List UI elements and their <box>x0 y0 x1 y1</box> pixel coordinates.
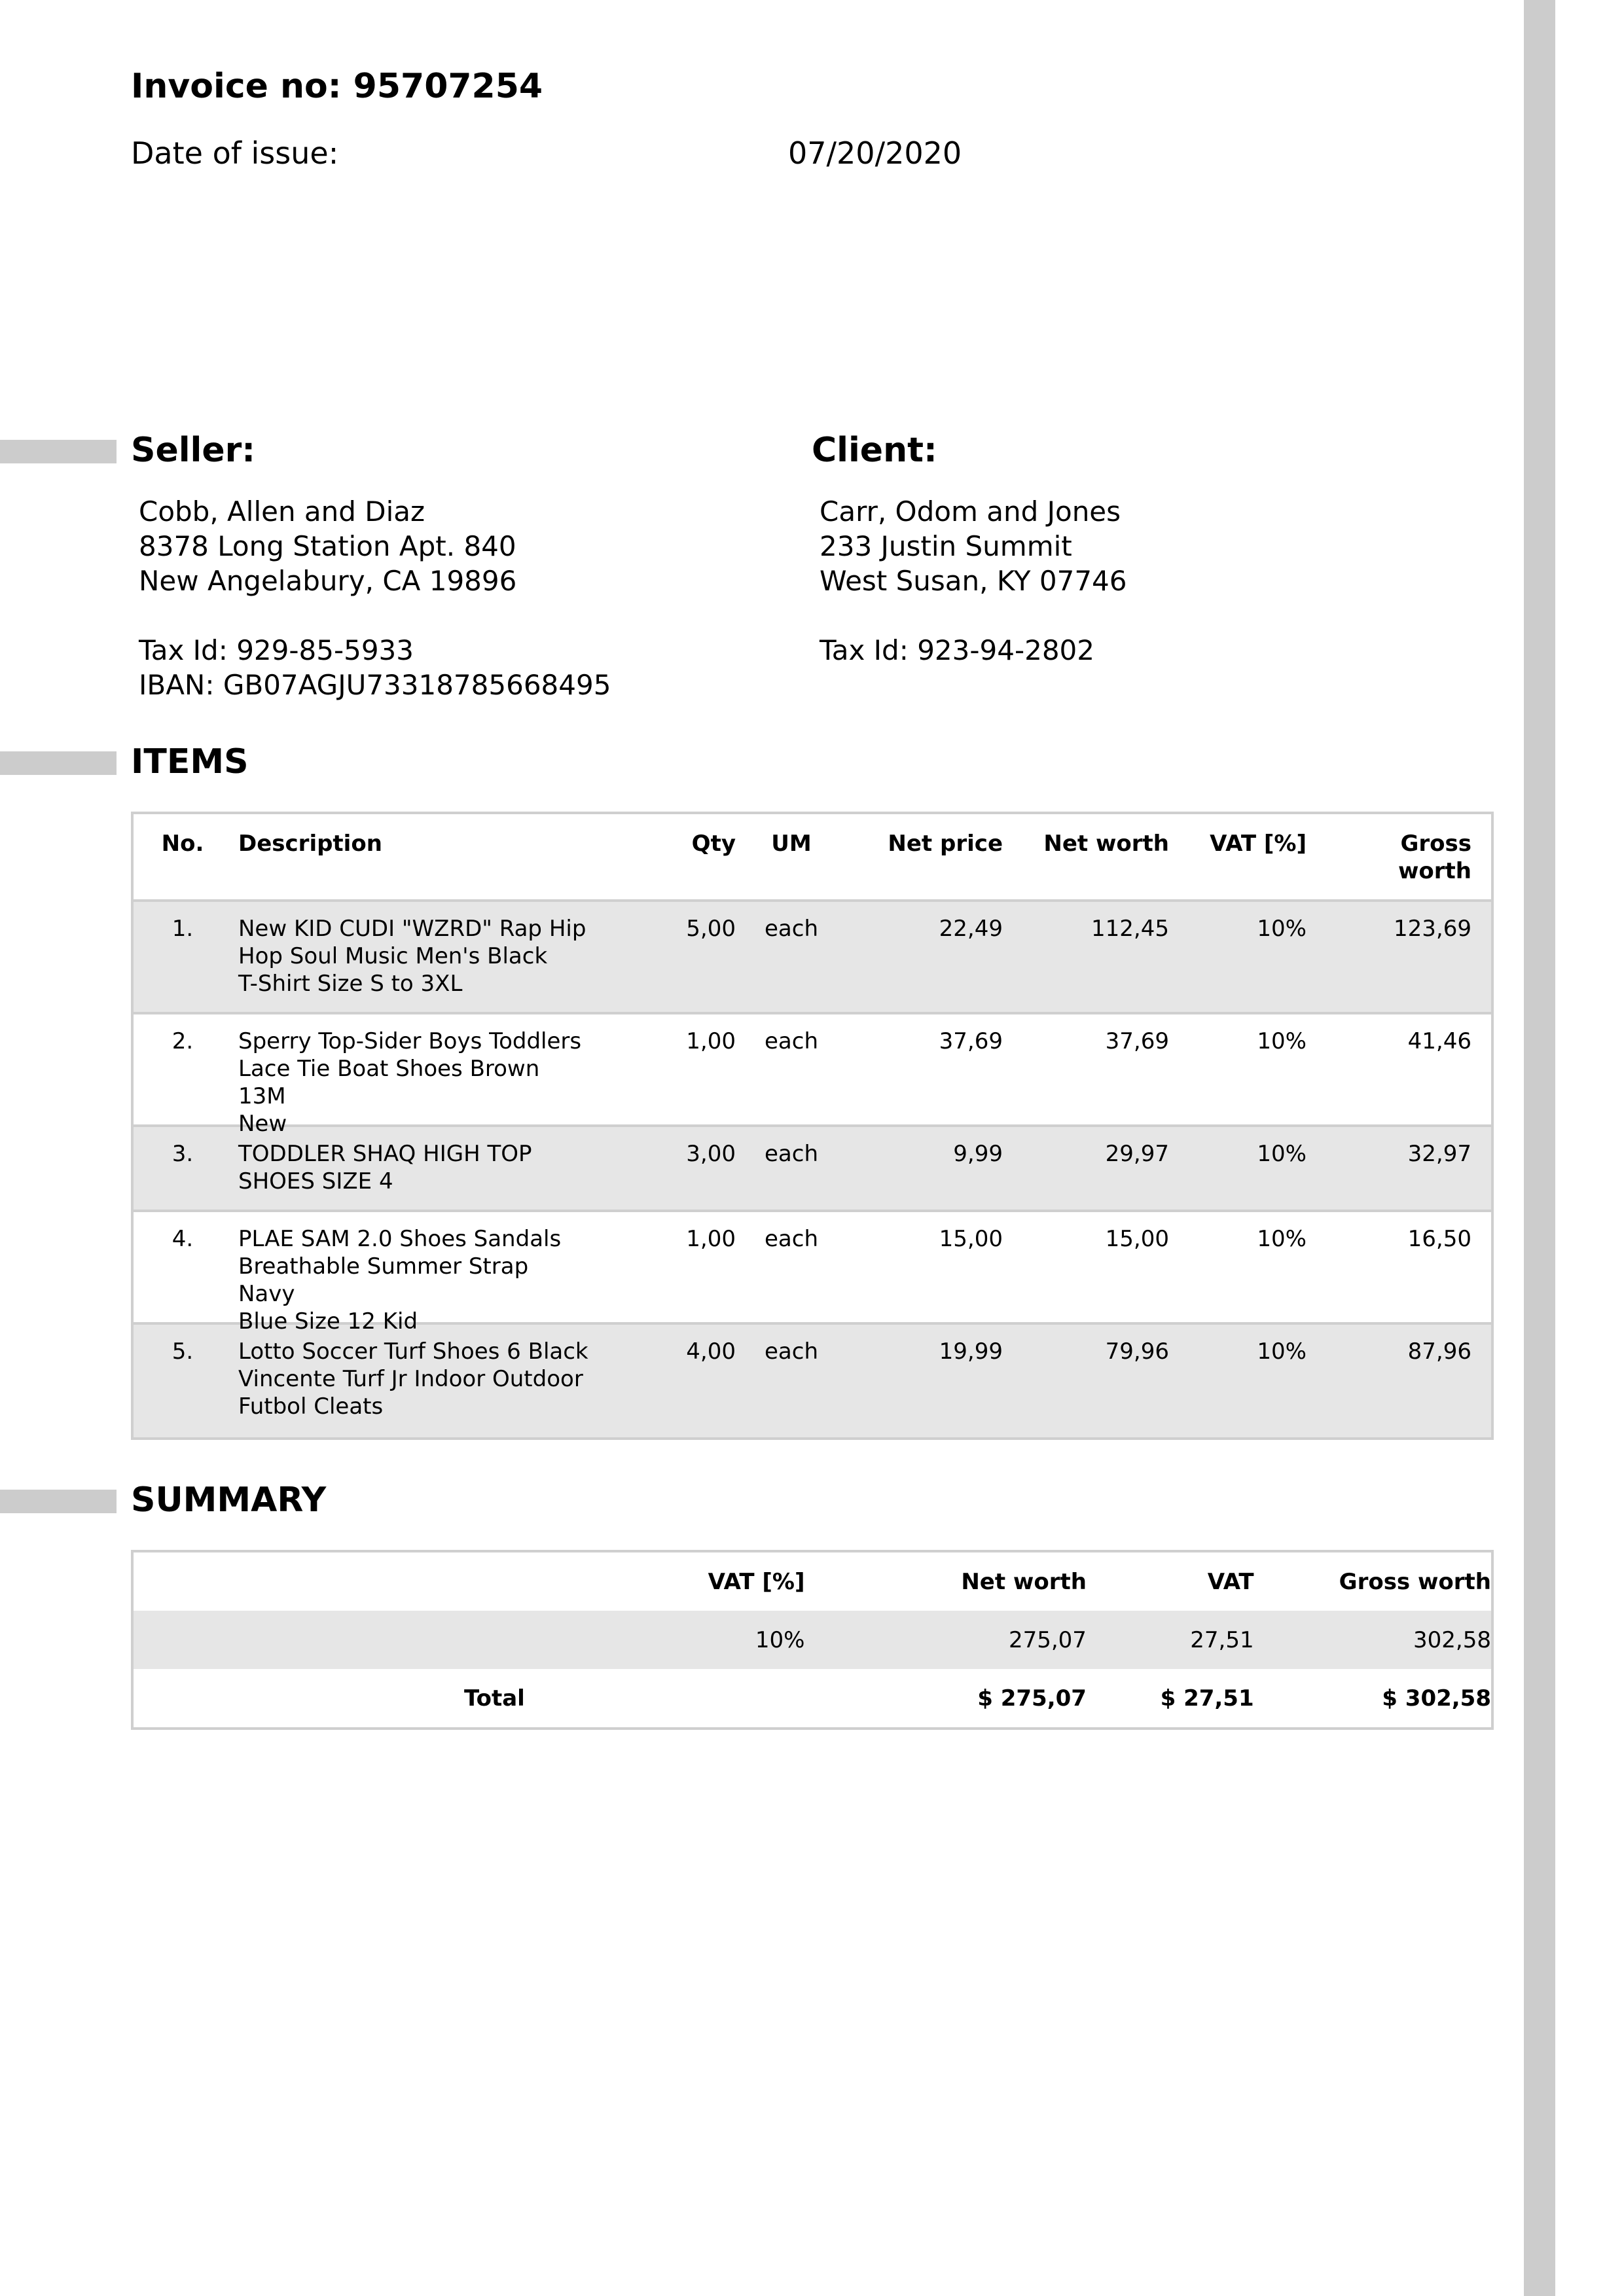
row-gross-worth: 16,50 <box>1407 1226 1471 1252</box>
row-description <box>225 1127 605 1210</box>
col-header-um: UM <box>771 831 812 857</box>
row-description <box>225 902 605 1012</box>
seller-iban: IBAN: GB07AGJU73318785668495 <box>139 669 611 701</box>
summary-col-net-worth: Net worth <box>961 1568 1087 1595</box>
row-net-price: 22,49 <box>939 916 1003 942</box>
row-description <box>225 1325 605 1437</box>
row-qty: 3,00 <box>686 1141 736 1167</box>
right-margin-bar <box>1524 0 1555 2296</box>
row-gross-worth: 41,46 <box>1407 1028 1471 1054</box>
row-vat: 10% <box>1257 1226 1307 1252</box>
summary-col-vat: VAT <box>1207 1568 1254 1595</box>
row-no: 5. <box>171 1338 194 1365</box>
col-header-gross-line2: worth <box>1398 858 1471 884</box>
items-table-header <box>134 814 1491 902</box>
table-row <box>134 1014 1491 1137</box>
row-um: each <box>765 1141 818 1167</box>
summary-total-vat: $ 27,51 <box>1160 1685 1254 1712</box>
seller-details <box>139 494 611 702</box>
seller-tax-id: Tax Id: 929-85-5933 <box>139 634 414 666</box>
row-qty: 1,00 <box>686 1226 736 1252</box>
desc-line: New KID CUDI "WZRD" Rap Hip <box>238 916 586 942</box>
row-net-worth: 15,00 <box>1105 1226 1169 1252</box>
col-header-no: No. <box>161 831 204 857</box>
desc-line: Sperry Top-Sider Boys Toddlers <box>238 1028 582 1054</box>
row-net-price: 9,99 <box>953 1141 1003 1167</box>
items-table <box>131 812 1494 1440</box>
row-net-worth: 112,45 <box>1091 916 1169 942</box>
seller-address-line2: New Angelabury, CA 19896 <box>139 565 517 597</box>
client-heading: Client: <box>812 431 937 470</box>
client-details <box>820 494 1127 668</box>
row-qty: 1,00 <box>686 1028 736 1054</box>
summary-col-gross-worth: Gross worth <box>1339 1568 1491 1595</box>
row-description <box>225 1014 605 1137</box>
desc-line: Lace Tie Boat Shoes Brown 13M <box>238 1056 540 1109</box>
row-net-price: 19,99 <box>939 1338 1003 1365</box>
summary-rate-row <box>134 1611 1491 1669</box>
seller-section-marker <box>0 440 117 463</box>
summary-total-label: Total <box>463 1685 525 1712</box>
row-vat: 10% <box>1257 916 1307 942</box>
table-row <box>134 1212 1491 1335</box>
desc-line: Breathable Summer Strap Navy <box>238 1253 529 1307</box>
row-vat: 10% <box>1257 1338 1307 1365</box>
col-header-gross-worth <box>1313 814 1491 899</box>
row-gross-worth: 32,97 <box>1407 1141 1471 1167</box>
row-no: 3. <box>171 1141 194 1167</box>
row-net-price: 15,00 <box>939 1226 1003 1252</box>
desc-line: Futbol Cleats <box>238 1393 384 1420</box>
summary-section-marker <box>0 1490 117 1513</box>
row-gross-worth: 87,96 <box>1407 1338 1471 1365</box>
date-of-issue-value: 07/20/2020 <box>788 135 962 171</box>
desc-line: T-Shirt Size S to 3XL <box>238 971 463 997</box>
table-row <box>134 1127 1491 1212</box>
row-qty: 5,00 <box>686 916 736 942</box>
summary-heading: SUMMARY <box>131 1480 327 1520</box>
invoice-title: Invoice no: 95707254 <box>131 67 543 106</box>
row-vat: 10% <box>1257 1141 1307 1167</box>
col-header-description: Description <box>238 831 382 857</box>
col-header-qty: Qty <box>691 831 736 857</box>
desc-line: Hop Soul Music Men's Black <box>238 943 548 969</box>
summary-total-row <box>134 1669 1491 1727</box>
row-net-price: 37,69 <box>939 1028 1003 1054</box>
row-um: each <box>765 1226 818 1252</box>
desc-line: PLAE SAM 2.0 Shoes Sandals <box>238 1226 562 1252</box>
desc-line: SHOES SIZE 4 <box>238 1168 393 1194</box>
desc-line: Vincente Turf Jr Indoor Outdoor <box>238 1366 583 1392</box>
row-um: each <box>765 1338 818 1365</box>
col-header-gross-line1: Gross <box>1400 831 1471 857</box>
row-gross-worth: 123,69 <box>1394 916 1471 942</box>
col-header-net-price: Net price <box>888 831 1003 857</box>
items-section-marker <box>0 751 117 775</box>
row-um: each <box>765 1028 818 1054</box>
summary-vat: 27,51 <box>1190 1626 1254 1653</box>
table-row <box>134 1325 1491 1437</box>
summary-total-gross-worth: $ 302,58 <box>1382 1685 1491 1712</box>
summary-total-net-worth: $ 275,07 <box>977 1685 1087 1712</box>
summary-vat-rate: 10% <box>755 1626 805 1653</box>
summary-gross-worth: 302,58 <box>1413 1626 1491 1653</box>
desc-line: TODDLER SHAQ HIGH TOP <box>238 1141 532 1167</box>
desc-line: Blue Size 12 Kid <box>238 1308 418 1335</box>
col-header-vat: VAT [%] <box>1210 831 1307 857</box>
summary-net-worth: 275,07 <box>1008 1626 1087 1653</box>
row-no: 4. <box>171 1226 194 1252</box>
desc-line: New <box>238 1111 287 1137</box>
seller-heading: Seller: <box>131 431 256 470</box>
row-net-worth: 29,97 <box>1105 1141 1169 1167</box>
table-row <box>134 902 1491 1014</box>
row-net-worth: 37,69 <box>1105 1028 1169 1054</box>
row-no: 1. <box>171 916 194 942</box>
seller-name: Cobb, Allen and Diaz <box>139 495 425 528</box>
client-address-line1: 233 Justin Summit <box>820 530 1072 562</box>
seller-address-line1: 8378 Long Station Apt. 840 <box>139 530 516 562</box>
row-vat: 10% <box>1257 1028 1307 1054</box>
client-tax-id: Tax Id: 923-94-2802 <box>820 634 1094 666</box>
summary-table <box>131 1550 1494 1730</box>
summary-col-vat-rate: VAT [%] <box>708 1568 805 1595</box>
items-heading: ITEMS <box>131 742 249 781</box>
row-description <box>225 1212 605 1335</box>
client-address-line2: West Susan, KY 07746 <box>820 565 1127 597</box>
desc-line: Lotto Soccer Turf Shoes 6 Black <box>238 1338 588 1365</box>
row-qty: 4,00 <box>686 1338 736 1365</box>
col-header-net-worth: Net worth <box>1043 831 1169 857</box>
client-name: Carr, Odom and Jones <box>820 495 1121 528</box>
row-um: each <box>765 916 818 942</box>
row-no: 2. <box>171 1028 194 1054</box>
row-net-worth: 79,96 <box>1105 1338 1169 1365</box>
summary-header-row <box>134 1552 1491 1611</box>
date-of-issue-label: Date of issue: <box>131 135 339 171</box>
